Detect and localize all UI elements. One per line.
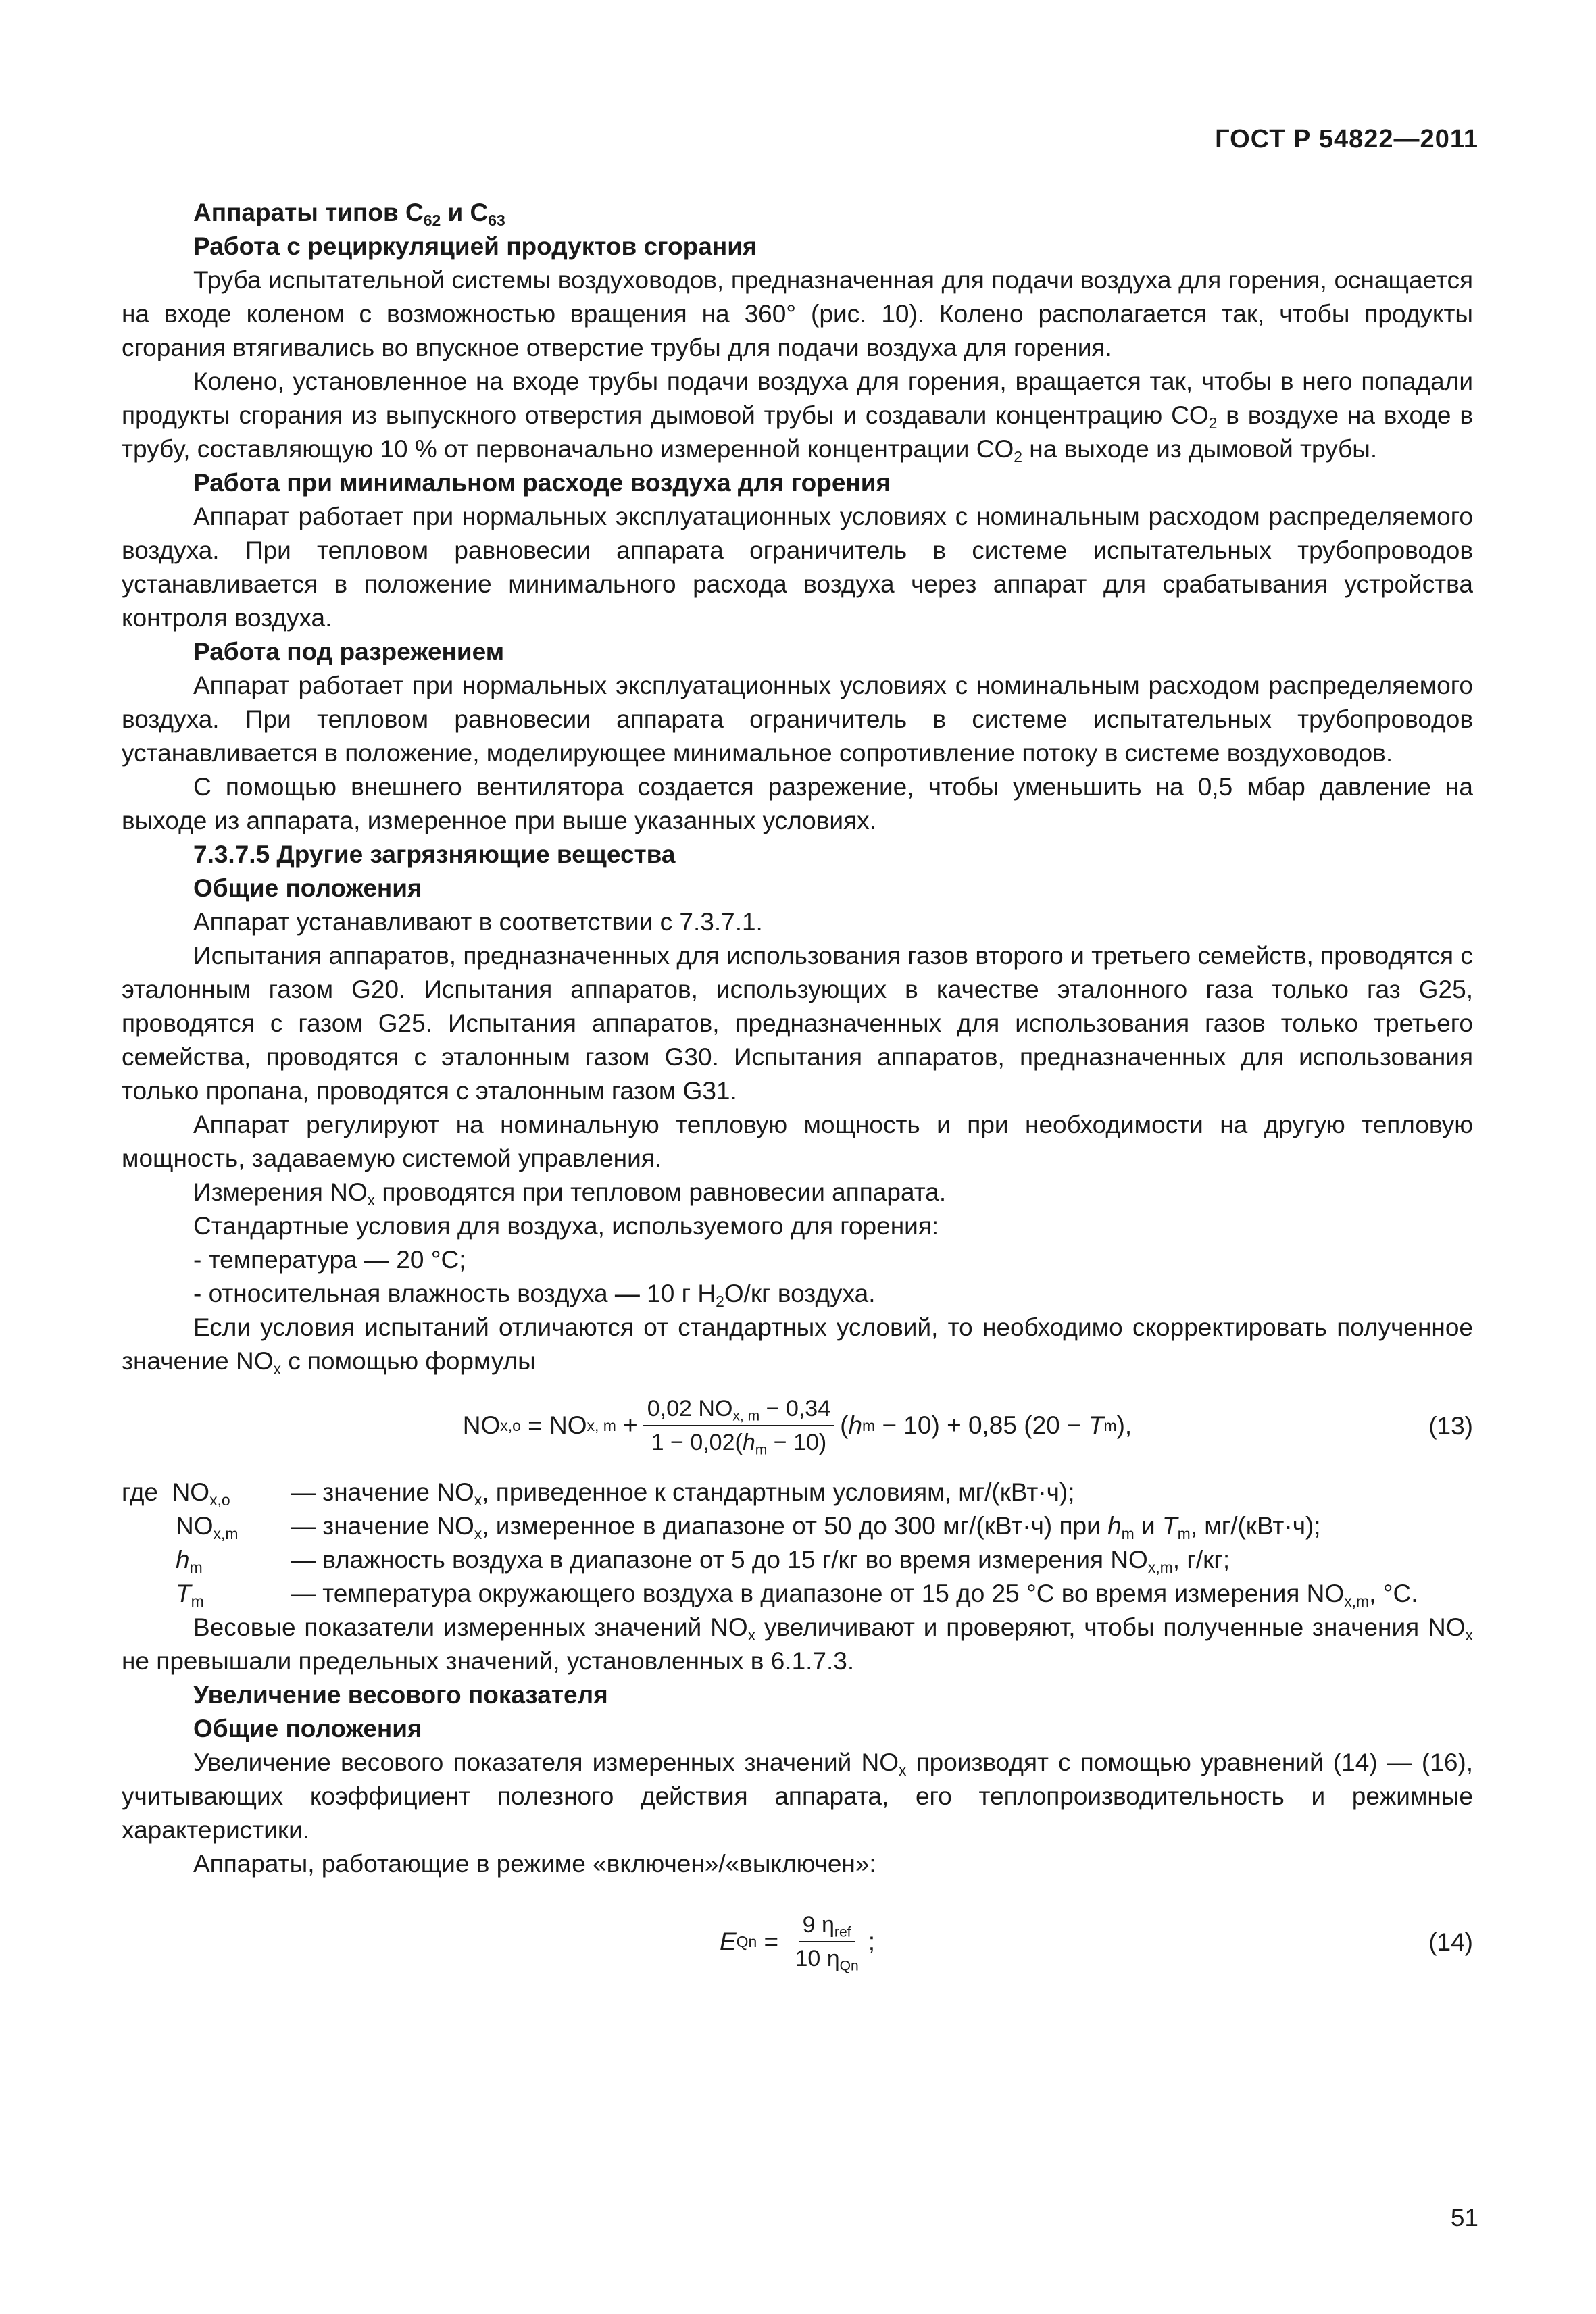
- paragraph: Аппарат работает при нормальных эксплуатационных условиях с номинальным расходом распределяемого воздуха. При тепловом равновесии аппарата ограничитель в системе испытательных трубопроводов устанавливается в положение, моделирующее минимальное сопротивление потоку в системе воздуховодов.: [122, 672, 1473, 767]
- paragraph: Аппарат устанавливают в соответствии с 7.3.7.1.: [193, 908, 763, 936]
- heading-general-2: Общие положения: [193, 1715, 422, 1742]
- paragraph: Стандартные условия для воздуха, используемого для горения:: [193, 1212, 939, 1240]
- definition-row: $NO_{x,m}$ — значение $NO_x$, измеренное в диапазоне от 50 до 300 мг/(кВт·ч) при $h_m$ и $T_m$, мг/(кВт·ч);: [176, 1512, 1321, 1542]
- list-item: - температура — 20 °С;: [193, 1246, 466, 1274]
- definition-row: $h_m$ — влажность воздуха в диапазоне от 5 до 15 г/кг во время измерения $NO_{x,m}$, г/кг;: [176, 1546, 1230, 1576]
- heading-general: Общие положения: [193, 874, 422, 902]
- heading-section-7-3-7-5: 7.3.7.5 Другие загрязняющие вещества: [193, 840, 676, 868]
- paragraph: Аппараты, работающие в режиме «включен»/«выключен»:: [193, 1850, 876, 1878]
- formula-definitions: [122, 1476, 1473, 1611]
- list-item: - относительная влажность воздуха — 10 г $H_2O/кг$ воздуха.: [193, 1280, 876, 1310]
- formula-13-fraction: $\frac{0,02 NO_{x, m} - 0,34}{1 - 0,02(h_m - 10)}$: [643, 1394, 834, 1457]
- paragraph: Аппарат работает при нормальных эксплуатационных условиях с номинальным расходом распределяемого воздуха. При тепловом равновесии аппарата ограничитель в системе испытательных трубопроводов устанавливается в положение минимального расхода воздуха через аппарат для срабатывания устройства контроля воздуха.: [122, 503, 1473, 632]
- definition-row: $T_m$ — температура окружающего воздуха в диапазоне от 15 до 25 °С во время измерения $NO_{x,m}$, °С.: [176, 1580, 1418, 1610]
- paragraph: Испытания аппаратов, предназначенных для использования газов второго и третьего семейств, проводятся с эталонным газом G20. Испытания аппаратов, использующих в качестве эталонного газа только газ G25, проводятся с газом G25. Испытания аппаратов, предназначенных для использования газов только третьего семейства, проводятся с эталонным газом G30. Испытания аппаратов, предназначенных для использования только пропана, проводятся с эталонным газом G31.: [122, 942, 1473, 1105]
- formula-14-expression: E Qn = $\frac{9 \eta_{ref}}{10 \eta_{Qn}}$ ;: [122, 1901, 1473, 1982]
- formula-14: [122, 1901, 1473, 1982]
- document-body: [122, 196, 1473, 1992]
- formula-13: [122, 1385, 1473, 1466]
- paragraph: Колено, установленное на входе трубы подачи воздуха для горения, вращается так, чтобы в него попадали продукты сгорания из выпускного отверстия дымовой трубы и создавали концентрацию $CO_2$ в воздухе на входе в трубу, составляющую 10 % от первоначально измеренной концентрации $CO_2$ на выходе из дымовой трубы.: [122, 368, 1473, 466]
- heading-min-airflow: Работа при минимальном расходе воздуха для горения: [193, 469, 891, 497]
- equation-number-13: (13): [1428, 1412, 1473, 1440]
- paragraph: С помощью внешнего вентилятора создается разрежение, чтобы уменьшить на 0,5 мбар давление на выходе из аппарата, измеренное при выше указанных условиях.: [122, 773, 1473, 834]
- paragraph: Увеличение весового показателя измеренных значений $NO_x$ производят с помощью уравнений (14) — (16), учитывающих коэффициент полезного действия аппарата, его теплопроизводительность и режимные характеристики.: [122, 1749, 1474, 1844]
- paragraph: Труба испытательной системы воздуховодов, предназначенная для подачи воздуха для горения, оснащается на входе коленом с возможностью вращения на 360° (рис. 10). Колено располагается так, чтобы продукты сгорания втягивались во впускное отверстие трубы для подачи воздуха для горения.: [122, 266, 1473, 361]
- paragraph: Аппарат регулируют на номинальную тепловую мощность и при необходимости на другую тепловую мощность, задаваемую системой управления.: [122, 1111, 1473, 1172]
- paragraph: Измерения $NO_x$ проводятся при тепловом равновесии аппарата.: [193, 1178, 947, 1209]
- heading-apparatus-types: Аппараты типов $C_{62}$ и $C_{63}$: [193, 199, 505, 229]
- paragraph: Весовые показатели измеренных значений $NO_x$ увеличивают и проверяют, чтобы полученные значения $NO_x$ не превышали предельных значений, установленных в 6.1.7.3.: [122, 1613, 1474, 1675]
- formula-14-fraction: $\frac{9 \eta_{ref}}{10 \eta_{Qn}}$: [791, 1910, 862, 1973]
- heading-weight-increase: Увеличение весового показателя: [193, 1681, 608, 1709]
- formula-13-expression: NO x,o = NO x, m + $\frac{0,02 NO_{x, m} - 0,34}{1 - 0,02(h_m - 10)}$ ( h m − 10) + 0,85 (20 − T m ),: [122, 1385, 1473, 1466]
- document-standard-header: ГОСТ Р 54822—2011: [1215, 125, 1478, 153]
- equation-number-14: (14): [1428, 1928, 1473, 1956]
- definition-row: где $NO_{x,o}$ — значение $NO_x$, приведенное к стандартным условиям, мг/(кВт·ч);: [122, 1478, 1075, 1509]
- heading-under-vacuum: Работа под разрежением: [193, 638, 505, 665]
- heading-recirculation: Работа с рециркуляцией продуктов сгорания: [193, 232, 757, 260]
- page-number: 51: [1450, 2204, 1478, 2232]
- paragraph: Если условия испытаний отличаются от стандартных условий, то необходимо скорректировать полученное значение $NO_x$ с помощью формулы: [122, 1313, 1473, 1378]
